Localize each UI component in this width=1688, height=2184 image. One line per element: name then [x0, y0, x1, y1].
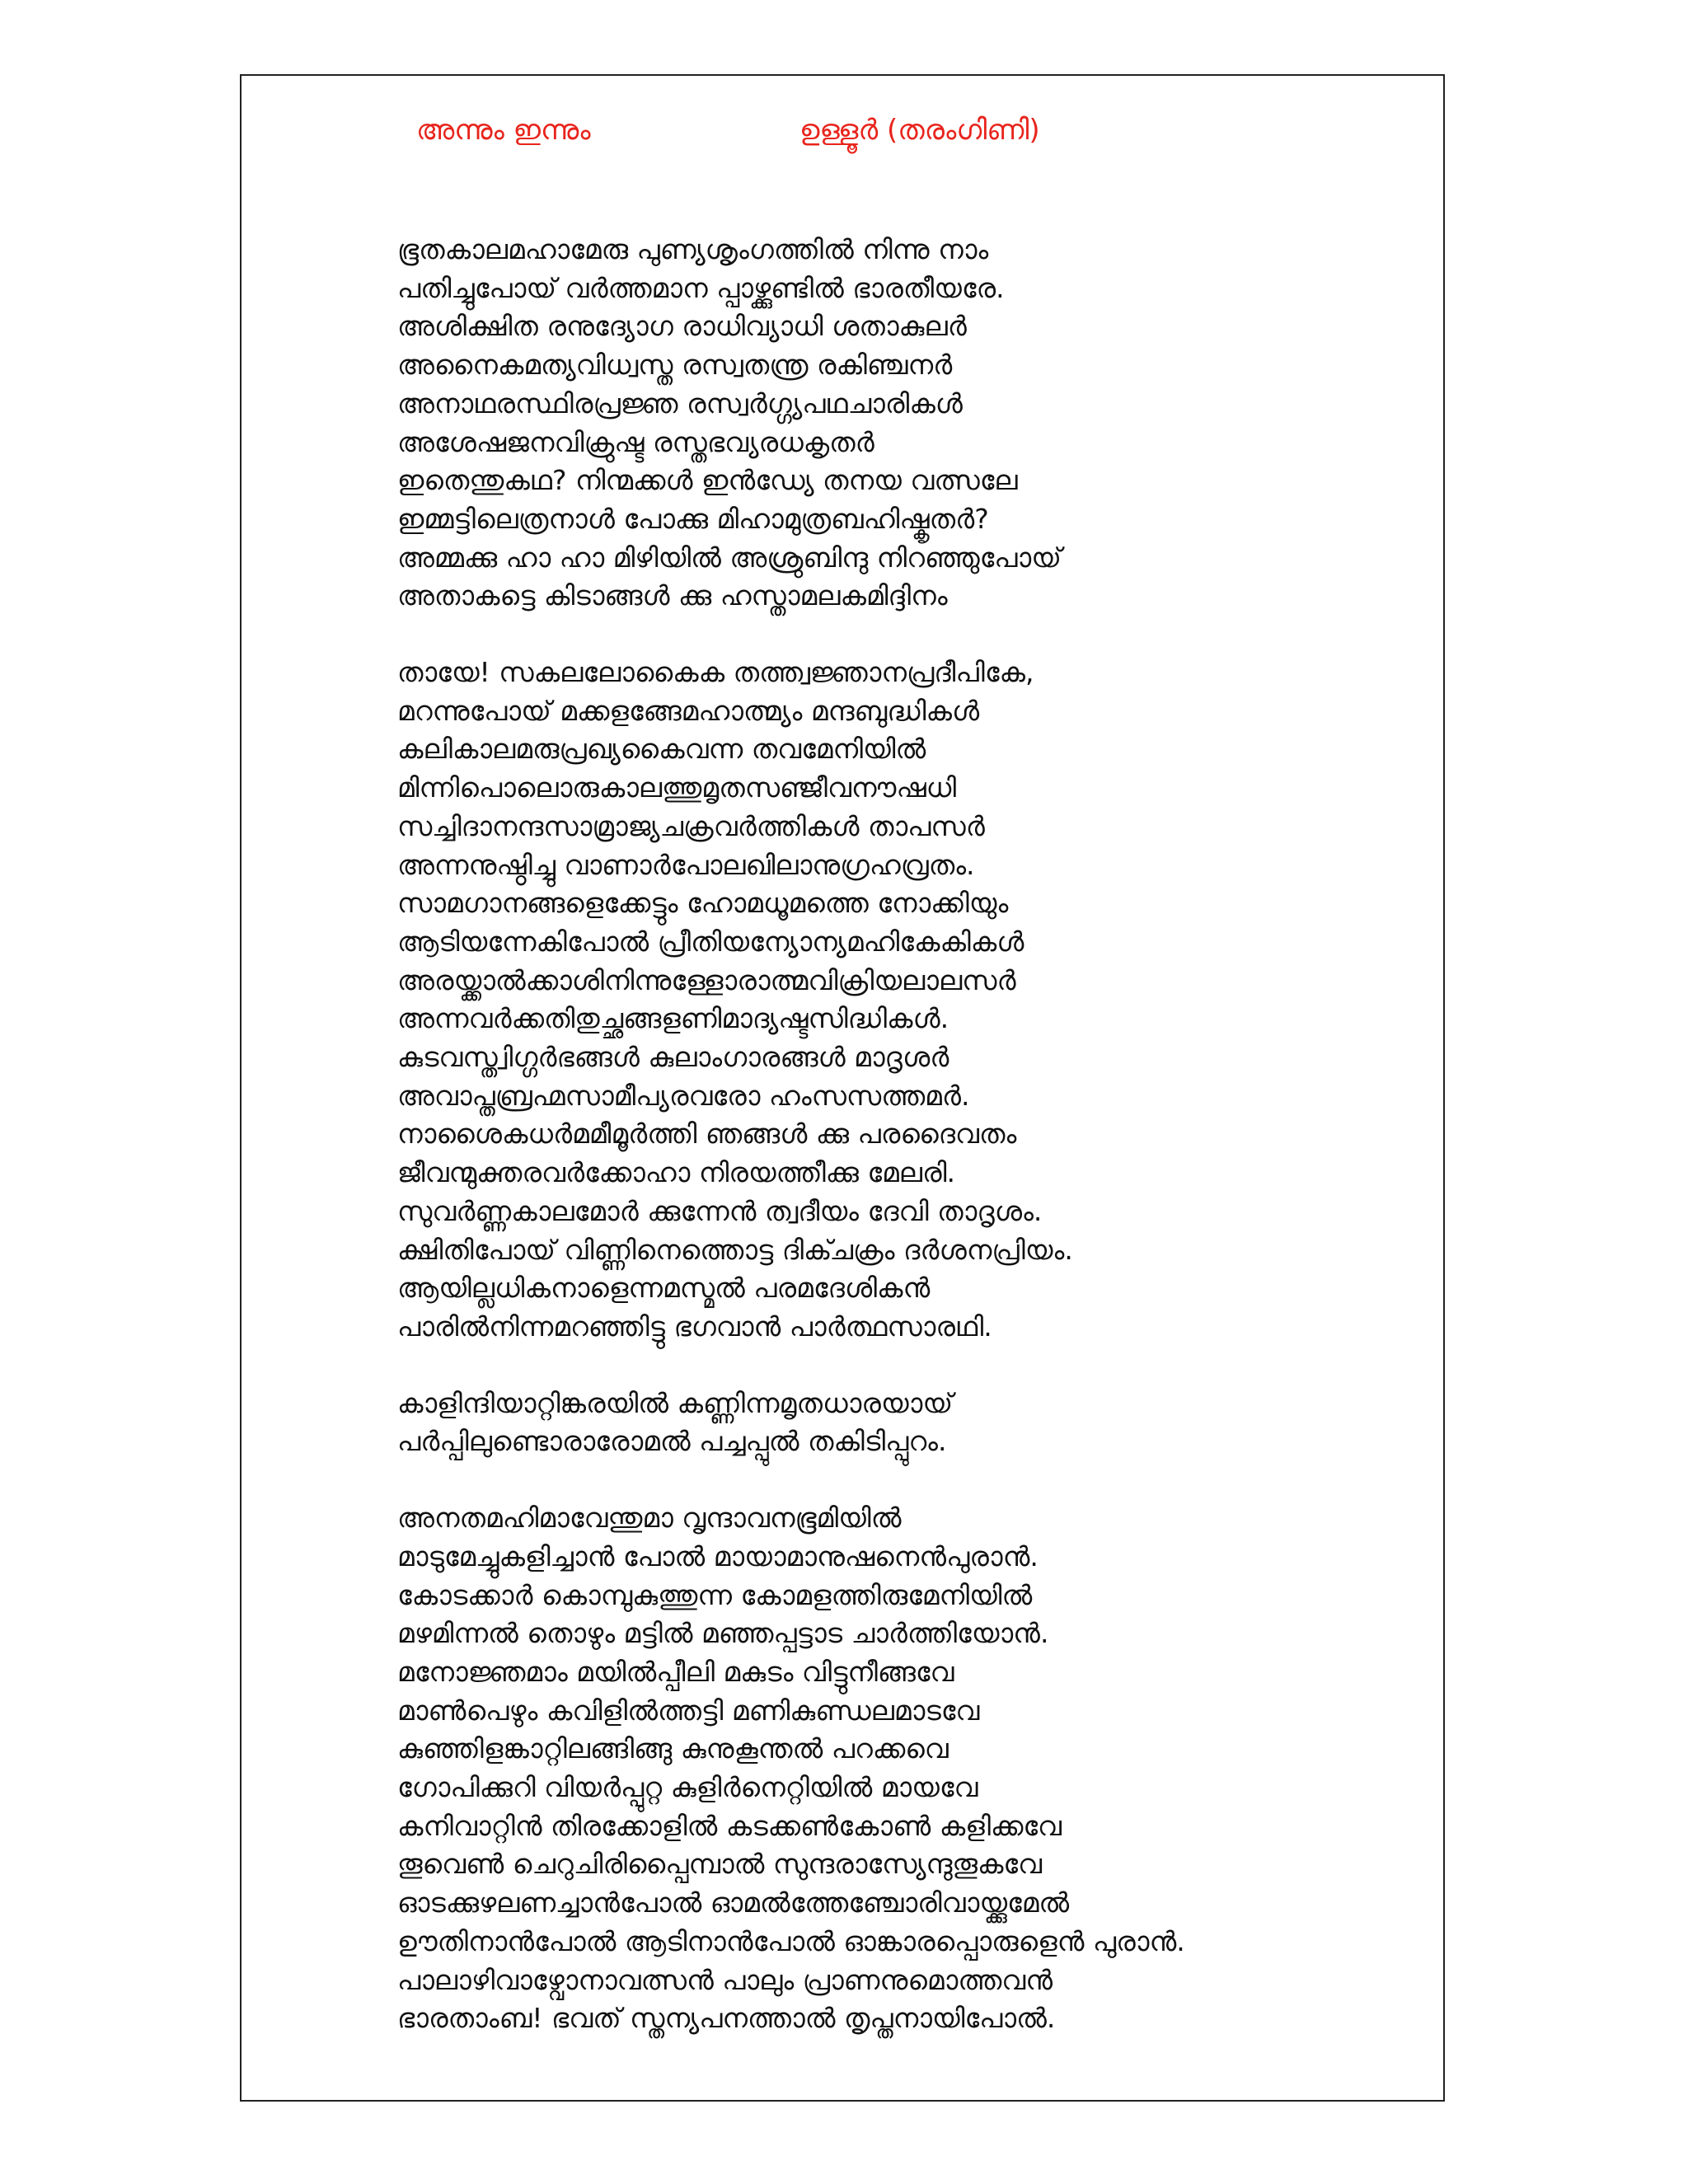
- poem-line: കുടവസ്ത്വിഗ്ഗർഭങ്ങൾ കുലാംഗാരങ്ങൾ മാദൃശർ: [397, 1041, 950, 1074]
- poem-line: പാലാഴിവാഴ്വോനാവത്സൻ പാലും പ്രാണനുമൊത്തവൻ: [397, 1963, 1053, 1996]
- poem-line: സച്ചിദാനന്ദസാമ്രാജ്യചക്രവർത്തികൾ താപസർ: [397, 809, 985, 842]
- poem-body: [397, 231, 1370, 2076]
- poem-line: അവാപ്തബ്രഹ്മസാമീപ്യരവരോ ഹംസസത്തമർ.: [397, 1079, 970, 1112]
- author-collection: ഉള്ളൂർ (തരംഗിണി): [799, 114, 1040, 147]
- poem-line: സുവർണ്ണകാലമോർ ക്കുന്നേൻ ത്വദീയം ദേവി താദൃശം.: [397, 1194, 1043, 1227]
- poem-line: ഭാരതാംബ! ഭവത് സ്തന്യപനത്താൽ തൃപ്തനായിപോൽ.: [397, 2002, 1056, 2035]
- poem-line: മാടുമേച്ചുകളിച്ചാൻ പോൽ മായാമാനുഷനെൻപുരാൻ.: [397, 1540, 1039, 1572]
- header: [0, 114, 1688, 155]
- poem-line: പർപ്പിലുണ്ടൊരാരോമൽ പച്ചപ്പുൽ തകിടിപ്പുറം.: [397, 1425, 947, 1458]
- poem-line: പതിച്ചുപോയ് വർത്തമാന പ്പാഴ്ക്കുണ്ടിൽ ഭാരതീയരേ.: [397, 271, 1005, 304]
- poem-line: ക്ഷിതിപോയ് വിണ്ണിനെത്തൊട്ട ദിക്ചക്രം ദർശനപ്രിയം.: [397, 1233, 1073, 1266]
- poem-line: അതാകട്ടെ കിടാങ്ങൾ ക്കു ഹസ്താമലകമിദ്ദിനം: [397, 579, 948, 612]
- poem-line: തൂവെൺ ചെറുചിരിപ്പൈമ്പാൽ സുന്ദരാസ്യേന്ദുതൂകവേ: [397, 1848, 1043, 1881]
- poem-line: പാരിൽനിന്നമറഞ്ഞിട്ടു ഭഗവാൻ പാർത്ഥസാരഥി.: [397, 1310, 992, 1343]
- poem-line: കോടക്കാർ കൊമ്പുകുത്തുന്ന കോമളത്തിരുമേനിയിൽ: [397, 1578, 1033, 1611]
- poem-line: അശിക്ഷിത രനുദ്യോഗ രാധിവ്യാധി ശതാകുലർ: [397, 310, 967, 343]
- poem-line: അനൈകമത്യവിധ്വസ്ത രസ്വതന്ത്ര രകിഞ്ചനർ: [397, 349, 953, 382]
- poem-line: ആയില്ലധികനാളെന്നമസ്മൽ പരമദേശികൻ: [397, 1272, 931, 1305]
- poem-line: മറന്നുപോയ് മക്കളങ്ങേമഹാത്മ്യം മന്ദബുദ്ധികൾ: [397, 694, 980, 727]
- poem-line: ഗോപിക്കുറി വിയർപ്പുറ്റ കുളിർനെറ്റിയിൽ മായവേ: [397, 1771, 978, 1804]
- poem-line: അന്നനുഷ്ഠിച്ചു വാണാർപോലഖിലാനുഗ്രഹവ്രതം.: [397, 848, 975, 881]
- poem-line: അനതമഹിമാവേന്തുമാ വൃന്ദാവനഭൂമിയിൽ: [397, 1502, 902, 1535]
- poem-title: അന്നും ഇന്നും: [416, 114, 591, 147]
- stanza: [397, 231, 1370, 616]
- poem-line: ജീവന്മുക്തരവർക്കോഹാ നിരയത്തീക്കു മേലരി.: [397, 1156, 955, 1189]
- poem-line: കനിവാറ്റിൻ തിരക്കോളിൽ കടക്കൺകോൺ കളിക്കവേ: [397, 1809, 1062, 1842]
- poem-line: അന്നവർക്കതിതുച്ഛങ്ങളണിമാദ്യഷ്ടസിദ്ധികൾ.: [397, 1002, 950, 1035]
- poem-line: അശേഷജനവിക്രുഷ്ട രസ്തഭവ്യരധകൃതർ: [397, 425, 874, 458]
- stanza: [397, 654, 1370, 1347]
- stanza: [397, 1499, 1370, 2038]
- poem-line: അനാഥരസ്ഥിരപ്രജ്ഞ രസ്വർഗ്ഗ്യപഥചാരികൾ: [397, 387, 963, 419]
- poem-line: അരയ്ക്കാൽക്കാശിനിന്നുള്ളോരാത്മവിക്രിയലാലസർ: [397, 963, 1016, 996]
- poem-line: മഴമിന്നൽ തൊഴും മട്ടിൽ മഞ്ഞപ്പട്ടാട ചാർത്തിയോൻ.: [397, 1617, 1049, 1650]
- poem-line: ഓടക്കുഴലണച്ചാൻപോൽ ഓമൽത്തേഞ്ചോരിവായ്ക്കുമേൽ: [397, 1886, 1070, 1919]
- poem-line: ഭൂതകാലമഹാമേരു പുണ്യശൃംഗത്തിൽ നിന്നു നാം: [397, 233, 989, 265]
- poem-line: മാൺപെഴും കവിളിൽത്തട്ടി മണികുണ്ഡലമാടവേ: [397, 1694, 980, 1727]
- poem-line: ആടിയന്നേകിപോൽ പ്രീതിയന്യോന്യമഹികേകികൾ: [397, 925, 1025, 958]
- poem-line: മിന്നിപൊലൊരുകാലത്തുമൃതസഞ്ജീവനൗഷധി: [397, 771, 957, 804]
- poem-line: കലികാലമരുപ്രഖ്യകൈവന്ന തവമേനിയിൽ: [397, 733, 926, 766]
- poem-line: സാമഗാനങ്ങളെക്കേട്ടും ഹോമധൂമത്തെ നോക്കിയും: [397, 887, 1009, 920]
- poem-line: മനോജ്ഞമാം മയിൽപ്പീലി മകുടം വിട്ടുനീങ്ങവേ: [397, 1655, 954, 1688]
- poem-line: തായേ! സകലലോകൈക തത്ത്വജ്ഞാനപ്രദീപികേ,: [397, 656, 1034, 689]
- poem-line: കാളിന്ദിയാറ്റിങ്കരയിൽ കണ്ണിന്നമൃതധാരയായ്: [397, 1386, 954, 1419]
- poem-line: കുഞ്ഞിളങ്കാറ്റിലങ്ങിങ്ങു കുനുകൂന്തൽ പറക്കവെ: [397, 1732, 949, 1765]
- poem-line: നാശൈകധർമമീമൂർത്തി ഞങ്ങൾ ക്കു പരദൈവതം: [397, 1118, 1017, 1151]
- poem-line: അമ്മക്കു ഹാ ഹാ മിഴിയിൽ അശ്രുബിന്ദു നിറഞ്ഞുപോയ്: [397, 541, 1062, 574]
- poem-line: ഊതിനാൻപോൽ ആടിനാൻപോൽ ഓങ്കാരപ്പൊരുളെൻ പുരാൻ.: [397, 1924, 1185, 1957]
- poem-line: ഇമ്മട്ടിലെത്രനാൾ പോക്കു മിഹാമുത്രബഹിഷ്കൃതർ?: [397, 502, 989, 535]
- stanza: [397, 1385, 1370, 1461]
- poem-line: ഇതെന്തുകഥ? നിന്മക്കൾ ഇൻഡ്യേ തനയ വത്സലേ: [397, 464, 1018, 497]
